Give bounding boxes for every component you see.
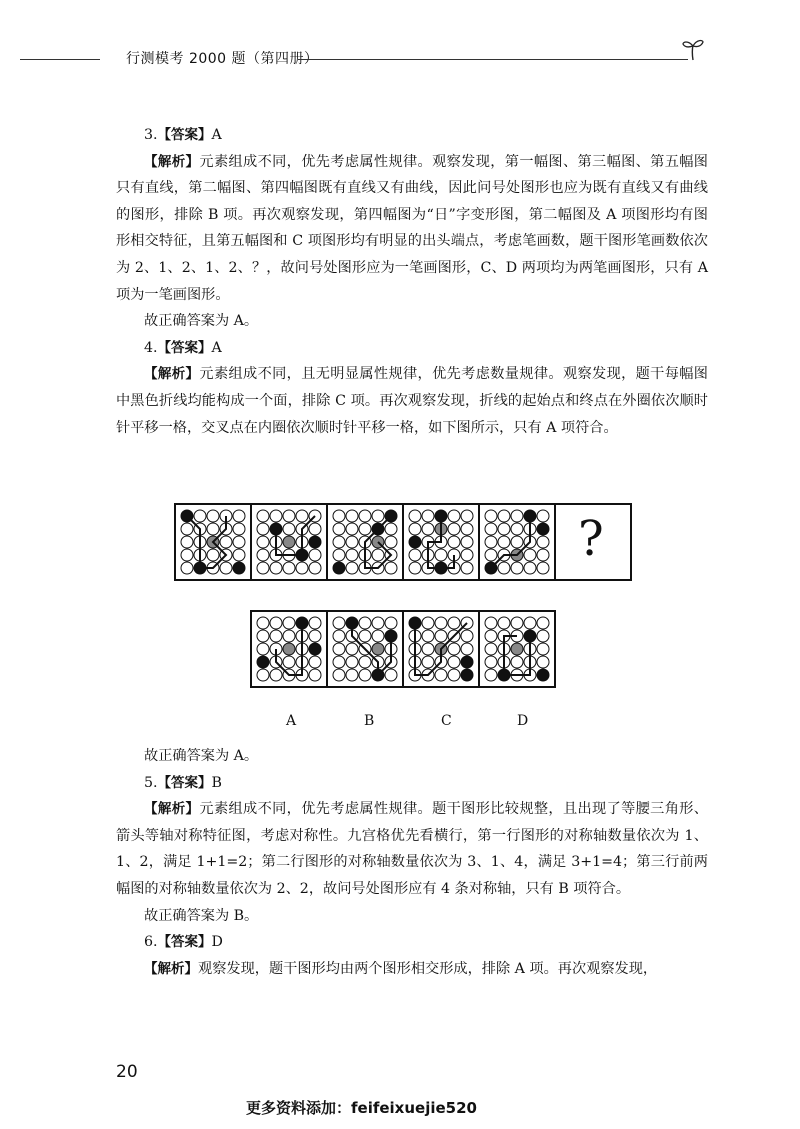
option-label-b: B — [364, 713, 375, 729]
option-label-a: A — [286, 713, 297, 729]
header-rule-right — [298, 59, 688, 60]
question-figure-4 — [402, 503, 480, 581]
circle-grid-figure — [484, 509, 550, 575]
q5-analysis: 【解析】元素组成不同，优先考虑属性规律。题干图形比较规整，且出现了等腰三角形、箭头等轴对称特征图，考虑对称性。九宫格优先看横行，第一行图形的对称轴数量依次为 1、1、2，满足 1+1=2；第二行图形的对称轴数量依次为 3、1、4，满足 3+1=4；第三行前两幅图的对称轴数量依次为 2、2，故问号处图形应有 4 条对称轴，只有 B 项符合。 — [116, 801, 708, 897]
book-title: 行测模考 2000 题（第四册） — [122, 48, 323, 68]
question-mark-cell — [554, 503, 632, 581]
footer-contact: 更多资料添加：feifeixuejie520 — [246, 1099, 477, 1117]
sprout-icon — [680, 36, 706, 62]
page-number: 20 — [116, 1062, 138, 1082]
circle-grid-figure — [484, 616, 550, 682]
option-figure-c — [402, 610, 480, 688]
question-figure-2 — [250, 503, 328, 581]
option-label-d: D — [517, 713, 529, 729]
question-mark: ? — [578, 511, 604, 567]
circle-grid-figure — [256, 616, 322, 682]
q3-answer: 3.【答案】A — [144, 127, 222, 143]
circle-grid-figure — [332, 616, 398, 682]
circle-grid-figure — [256, 509, 322, 575]
circle-grid-figure — [180, 509, 246, 575]
circle-grid-figure — [332, 509, 398, 575]
q3-conclusion: 故正确答案为 A。 — [144, 313, 259, 330]
q6-analysis: 【解析】观察发现，题干图形均由两个图形相交形成，排除 A 项。再次观察发现， — [144, 960, 658, 977]
solution-text — [116, 122, 708, 441]
q5-conclusion: 故正确答案为 B。 — [144, 907, 259, 924]
question-figure-row — [174, 503, 630, 581]
q5-answer: 5.【答案】B — [144, 774, 222, 791]
option-figure-d — [478, 610, 556, 688]
option-figure-b — [326, 610, 404, 688]
question-figure-1 — [174, 503, 252, 581]
header-rule-left — [20, 59, 100, 60]
q6-answer: 6.【答案】D — [144, 934, 223, 951]
solution-text-continued — [116, 743, 708, 982]
question-figure-5 — [478, 503, 556, 581]
q3-analysis: 【解析】元素组成不同，优先考虑属性规律。观察发现，第一幅图、第三幅图、第五幅图只有直线，第二幅图、第四幅图既有直线又有曲线，因此问号处图形也应为既有直线又有曲线的图形，排除 B 项。再次观察发现，第四幅图为“日”字变形图，第二幅图及 A 项图形均有图形相交特征，且第五幅图和 C 项图形均有明显的出头端点，考虑笔画数，题干图形笔画数依次为 2、1、2、1、2、？，故问号处图形应为一笔画图形，C、D 两项均为两笔画图形，只有 A 项为一笔画图形。 — [116, 153, 708, 303]
options-figure-row — [250, 610, 554, 688]
circle-grid-figure — [408, 509, 474, 575]
q4-answer: 4.【答案】A — [144, 339, 222, 356]
circle-grid-figure — [408, 616, 474, 682]
q4-analysis: 【解析】元素组成不同，且无明显属性规律，优先考虑数量规律。观察发现，题干每幅图中黑色折线均能构成一个面，排除 C 项。再次观察发现，折线的起始点和终点在外圈依次顺时针平移一格，交叉点在内圈依次顺时针平移一格，如下图所示，只有 A 项符合。 — [116, 366, 708, 436]
option-figure-a — [250, 610, 328, 688]
q4-conclusion: 故正确答案为 A。 — [144, 748, 259, 764]
running-header — [20, 42, 710, 76]
option-label-c: C — [441, 713, 452, 729]
question-figure-3 — [326, 503, 404, 581]
